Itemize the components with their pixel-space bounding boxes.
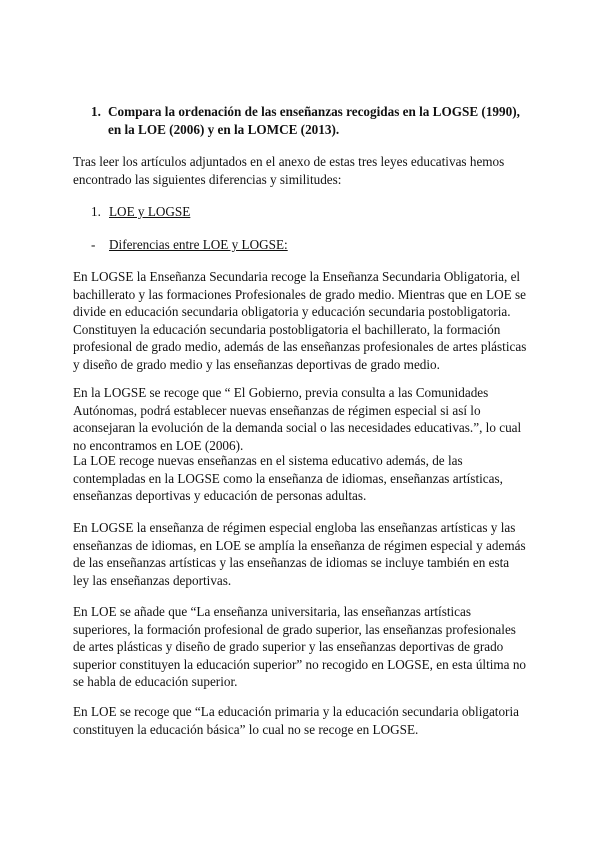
body-paragraph: En LOE se recoge que “La educación primaria y la educación secundaria obligatoria constituyen la educación básica” lo cual no se recoge en LOGSE. — [73, 704, 519, 737]
list-item-bullet: - — [91, 237, 96, 252]
question-heading — [91, 103, 531, 139]
list-item-differences — [91, 236, 288, 254]
body-paragraph: En LOGSE la Enseñanza Secundaria recoge la Enseñanza Secundaria Obligatoria, el bachillerato y las formaciones Profesionales de grado medio. Mientras que en LOE se divide en educación secundaria obligatoria y educación secundaria postobligatoria. Constituyen la educación secundaria postobligatoria el bachillerato, la formación profesional de grado medio, además de las enseñanzas profesionales de artes plásticas y diseño de grado medio y las enseñanzas deportivas de grado medio. — [73, 269, 527, 372]
heading-number: 1. — [91, 104, 101, 119]
list-item-loe-logse — [91, 203, 190, 221]
heading-text: Compara la ordenación de las enseñanzas recogidas en la LOGSE (1990), en la LOE (2006) y en la LOMCE (2013). — [108, 104, 520, 137]
intro-paragraph: Tras leer los artículos adjuntados en el anexo de estas tres leyes educativas hemos encontrado las siguientes diferencias y similitudes: — [73, 154, 505, 187]
list-item-label: Diferencias entre LOE y LOGSE: — [109, 237, 288, 252]
list-item-label: LOE y LOGSE — [109, 204, 191, 219]
body-paragraph: En LOGSE la enseñanza de régimen especial engloba las enseñanzas artísticas y las enseñanzas de idiomas, en LOE se amplía la enseñanza de régimen especial y además de las enseñanzas artísticas y las enseñanzas de idiomas se incluye también en esta ley las enseñanzas deportivas. — [73, 520, 526, 588]
body-paragraph: La LOE recoge nuevas enseñanzas en el sistema educativo además, de las contempladas en la LOGSE como la enseñanza de idiomas, enseñanzas artísticas, enseñanzas deportivas y educación de personas adultas. — [73, 453, 503, 503]
body-paragraph: En la LOGSE se recoge que “ El Gobierno, previa consulta a las Comunidades Autónomas, podrá establecer nuevas enseñanzas de régimen especial si así lo aconsejaran la evolución de la demanda social o las necesidades educativas.”, lo cual no encontramos en LOE (2006). — [73, 385, 522, 453]
body-paragraph: En LOE se añade que “La enseñanza universitaria, las enseñanzas artísticas superiores, la formación profesional de grado superior, las enseñanzas profesionales de artes plásticas y diseño de grado superior y las enseñanzas deportivas de grado superior constituyen la educación superior” no recogido en LOGSE, en esta última no se habla de educación superior. — [73, 604, 527, 689]
list-item-number: 1. — [91, 204, 101, 219]
